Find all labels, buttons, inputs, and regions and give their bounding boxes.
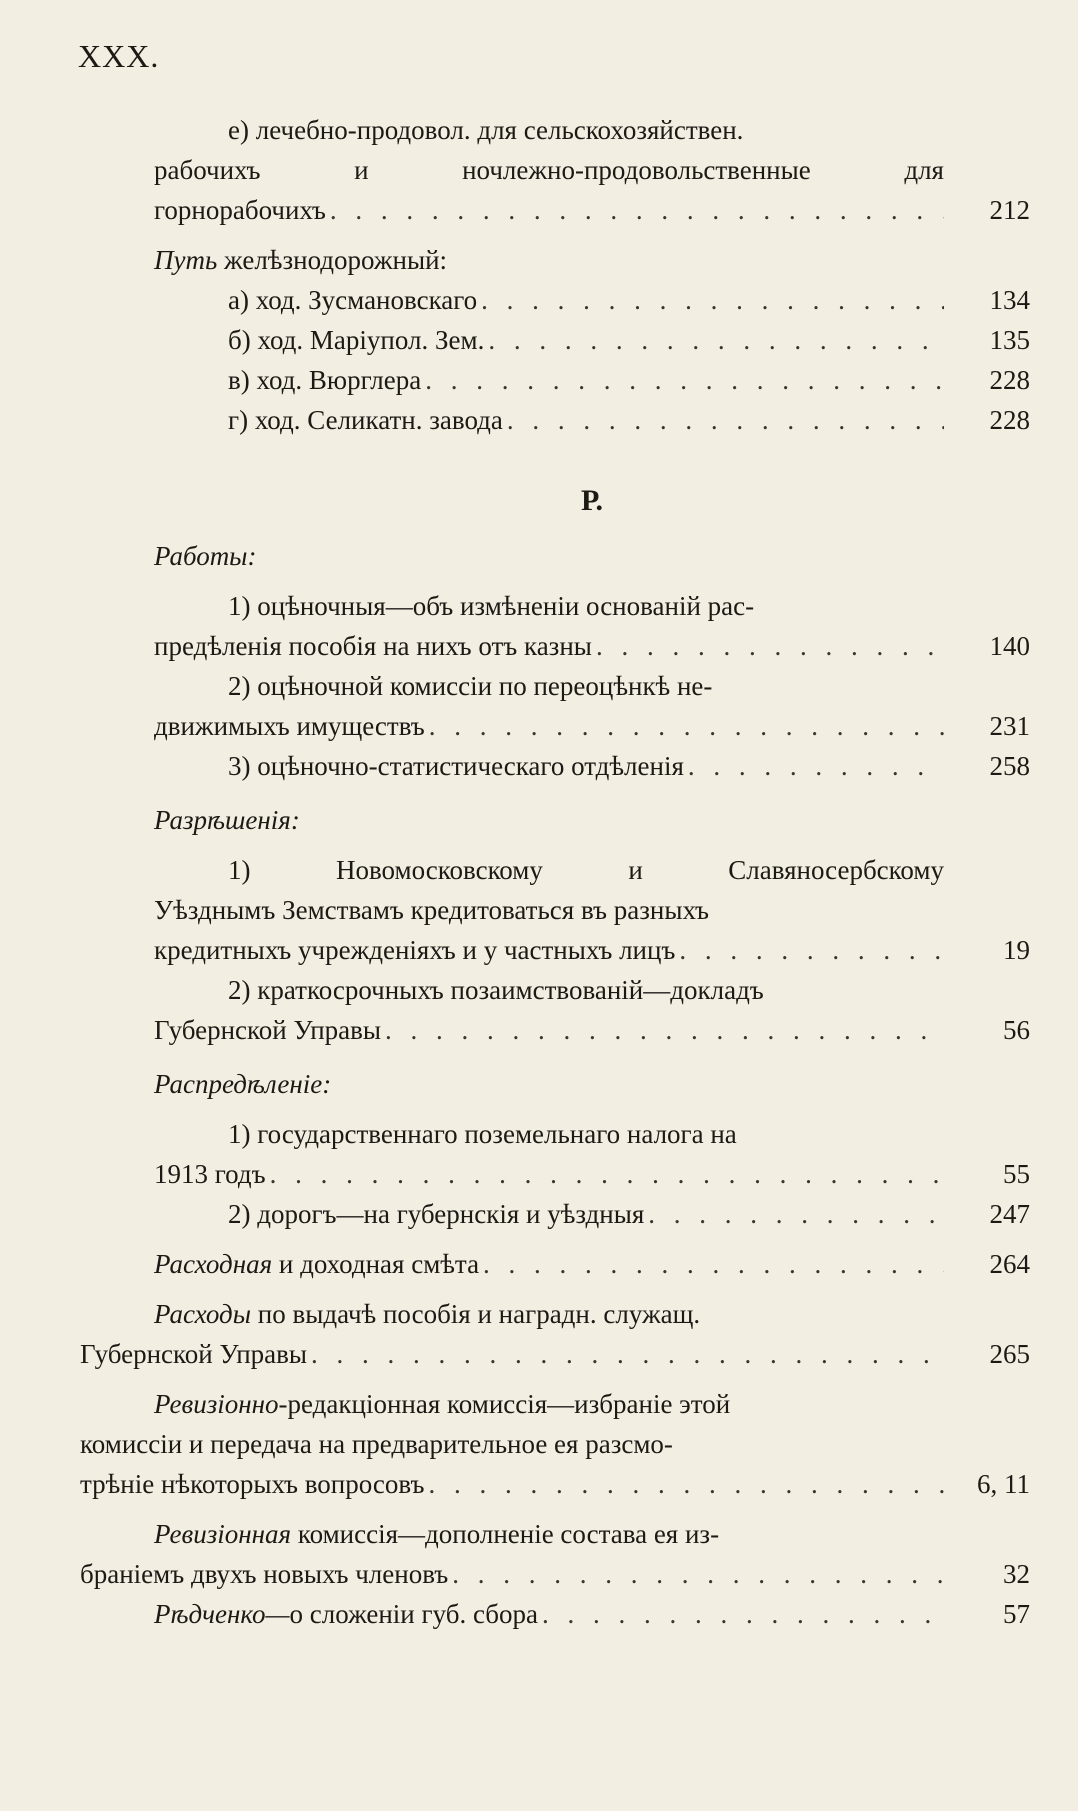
entry-leader-line	[80, 1554, 1030, 1594]
page-number: 6, 11	[977, 1469, 1030, 1499]
dot-leader	[424, 1464, 944, 1504]
entry-rest: комиссія—дополненіе состава ея из-	[291, 1519, 720, 1549]
entry-leader-line	[154, 320, 1030, 360]
entry-leader-line	[154, 1244, 1030, 1284]
entry-text: кредитныхъ учрежденіяхъ и у частныхъ лицъ	[154, 935, 676, 965]
entry-leader-line	[80, 1464, 1030, 1504]
page-number: 228	[989, 365, 1030, 395]
entry-text: в) ход. Вюрглера	[228, 365, 422, 395]
word: Славяносербскому	[728, 855, 944, 885]
page-number: 265	[989, 1339, 1030, 1369]
dot-leader	[477, 280, 944, 320]
entry-text: горнорабочихъ	[154, 195, 326, 225]
entry-leader-line	[154, 400, 1030, 440]
entry-razresheniya	[154, 800, 1030, 1050]
entry-italic: Ревизіонная	[154, 1519, 292, 1549]
entry-put	[154, 240, 1030, 440]
entry-leader-line	[154, 1154, 1030, 1194]
entry-leader-line	[154, 746, 1030, 786]
page-number: 212	[989, 195, 1030, 225]
dot-leader	[484, 320, 944, 360]
entry-text: б) ход. Маріупол. Зем.	[228, 325, 485, 355]
word: ночлежно-продовольственные	[462, 155, 811, 185]
page-number: 55	[1003, 1159, 1030, 1189]
dot-leader	[326, 190, 944, 230]
dot-leader	[421, 360, 944, 400]
entry-raskhody	[80, 1294, 1030, 1374]
dot-leader	[425, 706, 944, 746]
entry-leader-line	[154, 930, 1030, 970]
word: Новомосковскому	[335, 855, 543, 885]
dot-leader	[538, 1594, 944, 1634]
entry-rest: и доходная смѣта	[272, 1249, 480, 1279]
entry-leader-line	[80, 1334, 1030, 1374]
page-number: 19	[1003, 935, 1030, 965]
dot-leader	[448, 1554, 944, 1594]
entry-text-line	[154, 1384, 1030, 1424]
dot-leader	[644, 1194, 944, 1234]
entry-rest: о сложеніи губ. сбора	[289, 1599, 538, 1629]
entry-lechebno	[154, 110, 1030, 230]
entry-italic: Расходы	[154, 1299, 251, 1329]
entry-text: предѣленія пособія на нихъ отъ казны	[154, 631, 592, 661]
entry-revizionnaya	[80, 1514, 1030, 1594]
entry-text-line: 1) оцѣночныя—объ измѣненіи основаній рас-	[228, 591, 755, 621]
page-number: 140	[989, 631, 1030, 661]
entry-text: а) ход. Зусмановскаго	[228, 285, 478, 315]
page-header: XXX.	[78, 38, 160, 74]
entry-raboty	[154, 536, 1030, 786]
entry-heading	[154, 240, 1030, 280]
entry-revizionno	[80, 1384, 1030, 1504]
entry-text-line: 1) государственнаго поземельнаго налога на	[228, 1119, 737, 1149]
entry-text-line: е) лечебно-продовол. для сельскохозяйствен.	[228, 115, 744, 145]
entry-redchenko	[154, 1594, 1030, 1634]
entry-heading: Распредѣленіе:	[154, 1069, 332, 1099]
page-number: 32	[1003, 1559, 1030, 1589]
word: и	[628, 855, 643, 885]
entry-heading: Работы:	[154, 541, 257, 571]
entry-text: браніемъ двухъ новыхъ членовъ	[80, 1559, 449, 1589]
entry-text	[154, 1244, 479, 1284]
page-number: 258	[989, 751, 1030, 781]
entry-raskhodnaya	[154, 1244, 1030, 1284]
entry-text-line	[154, 150, 944, 190]
word: 1)	[228, 855, 251, 885]
section-letter: Р.	[580, 484, 604, 517]
entry-raspredelenie	[154, 1064, 1030, 1234]
entry-text: Губернской Управы	[80, 1339, 308, 1369]
entry-leader-line	[154, 1194, 1030, 1234]
page-number: 56	[1003, 1015, 1030, 1045]
entry-text: трѣніе нѣкоторыхъ вопросовъ	[80, 1469, 425, 1499]
entry-leader-line	[154, 626, 1030, 666]
word: для	[904, 155, 944, 185]
entry-italic: Рѣдченко—	[154, 1599, 290, 1629]
entry-rest: по выдачѣ пособія и наградн. служащ.	[251, 1299, 701, 1329]
entry-text-line: 2) оцѣночной комиссіи по переоцѣнкѣ не-	[228, 671, 713, 701]
entry-text: 1913 годъ	[154, 1159, 266, 1189]
entry-text: 3) оцѣночно-статистическаго отдѣленія	[228, 751, 684, 781]
entry-leader-line	[154, 190, 1030, 230]
dot-leader	[675, 930, 944, 970]
entry-leader-line	[154, 1010, 1030, 1050]
page-number: 57	[1003, 1599, 1030, 1629]
dot-leader	[381, 1010, 944, 1050]
heading-italic: Путь	[154, 245, 218, 275]
entry-leader-line	[154, 1594, 1030, 1634]
page-number: 228	[989, 405, 1030, 435]
entry-text-line	[154, 1514, 1030, 1554]
entry-italic: Ревизіонно	[154, 1389, 279, 1419]
entry-text: Губернской Управы	[154, 1015, 382, 1045]
entry-text-line: комиссіи и передача на предварительное ея разсмо-	[80, 1429, 673, 1459]
dot-leader	[592, 626, 944, 666]
dot-leader	[479, 1244, 944, 1284]
dot-leader	[266, 1154, 944, 1194]
entry-leader-line	[154, 280, 1030, 320]
entry-text-line: Уѣзднымъ Земствамъ кредитоваться въ разныхъ	[154, 895, 709, 925]
page-number: 135	[989, 325, 1030, 355]
entry-text: движимыхъ имуществъ	[154, 711, 425, 741]
dot-leader	[307, 1334, 944, 1374]
entry-text-line: 2) краткосрочныхъ позаимствованій—докладъ	[228, 975, 764, 1005]
entry-heading: Разрѣшенія:	[154, 805, 300, 835]
entry-text-line	[154, 1294, 1030, 1334]
page-number: 264	[989, 1249, 1030, 1279]
dot-leader	[503, 400, 944, 440]
entry-italic: Расходная	[154, 1249, 273, 1279]
dot-leader	[684, 746, 944, 786]
entry-leader-line	[154, 706, 1030, 746]
entry-text: г) ход. Селикатн. завода	[228, 405, 503, 435]
page-number: 231	[989, 711, 1030, 741]
word: и	[354, 155, 369, 185]
page-number: 247	[989, 1199, 1030, 1229]
entry-leader-line	[154, 360, 1030, 400]
index-content	[80, 110, 1030, 1634]
entry-text	[154, 1594, 538, 1634]
entry-text-line	[154, 850, 944, 890]
entry-rest: -редакціонная комиссія—избраніе этой	[278, 1389, 731, 1419]
page-number: 134	[989, 285, 1030, 315]
heading-rest: желѣзнодорожный:	[217, 245, 448, 275]
entry-text: 2) дорогъ—на губернскія и уѣздныя	[228, 1199, 645, 1229]
word: рабочихъ	[154, 155, 261, 185]
